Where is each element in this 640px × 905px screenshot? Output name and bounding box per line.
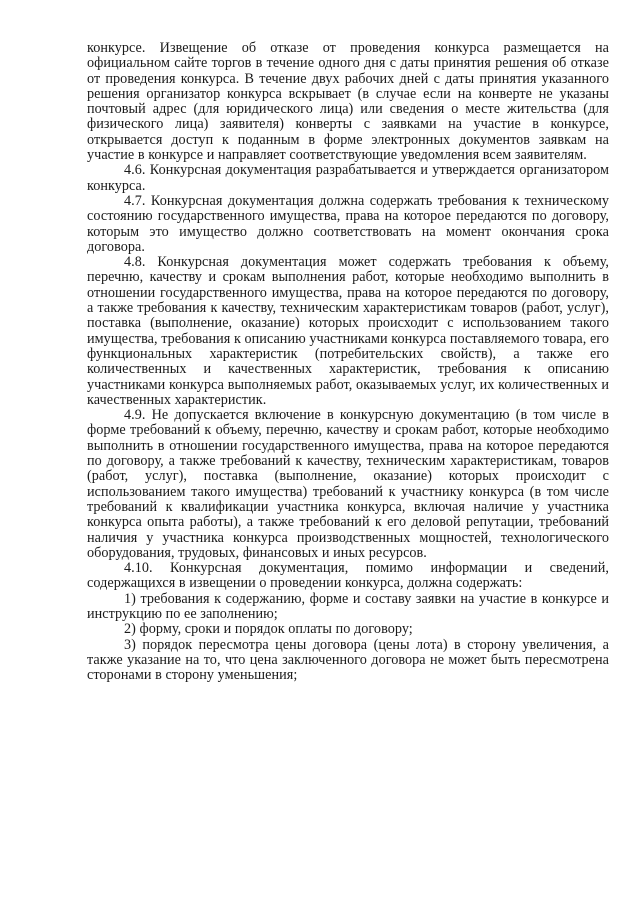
- paragraph-continuation: конкурсе. Извещение об отказе от проведения конкурса размещается на официальном сайте торгов в течение одного дня с даты принятия решения об отказе от проведения конкурса. В течение двух рабочих дней с даты принятия указанного решения организатор конкурса вскрывает (в случае если на конверте не указаны почтовый адрес (для юридического лица) или сведения о месте жительства (для физического лица) заявителя) конверты с заявками на участие в конкурсе, открывается доступ к поданным в форме электронных документов заявкам на участие в конкурсе и направляет соответствующие уведомления всем заявителям.: [87, 40, 609, 164]
- paragraph-4-6: 4.6. Конкурсная документация разрабатывается и утверждается организатором конкурса.: [87, 162, 609, 194]
- paragraph-4-8: 4.8. Конкурсная документация может содержать требования к объему, перечню, качеству и срокам выполнения работ, которые необходимо выполнить в отношении государственного имущества, права на которое передаются по договору, а также требования к качеству, техническим характеристикам товаров (работ, услуг), поставка (выполнение, оказание) которых происходит с использованием такого имущества, требования к описанию участниками конкурса поставляемого товара, его функциональных характеристик (потребительских свойств), а также его количественных и качественных характеристик, требования к описанию участниками конкурса выполняемых работ, оказываемых услуг, их количественных и качественных характеристик.: [87, 254, 609, 408]
- paragraph-4-10: 4.10. Конкурсная документация, помимо информации и сведений, содержащихся в извещении о проведении конкурса, должна содержать:: [87, 560, 609, 592]
- list-item-1: 1) требования к содержанию, форме и составу заявки на участие в конкурсе и инструкцию по ее заполнению;: [87, 590, 609, 622]
- list-item-2: 2) форму, сроки и порядок оплаты по договору;: [124, 621, 413, 638]
- list-item-3: 3) порядок пересмотра цены договора (цены лота) в сторону увеличения, а также указание на то, что цена заключенного договора не может быть пересмотрена сторонами в сторону уменьшения;: [87, 636, 609, 684]
- document-body: [87, 41, 609, 683]
- paragraph-4-7: 4.7. Конкурсная документация должна содержать требования к техническому состоянию государственного имущества, права на которое передаются по договору, которым это имущество должно соответствовать на момент окончания срока договора.: [87, 192, 609, 255]
- paragraph-4-9: 4.9. Не допускается включение в конкурсную документацию (в том числе в форме требований к объему, перечню, качеству и срокам работ, которые необходимо выполнить в отношении государственного имущества, права на которое передаются по договору, а также требований к качеству, техническим характеристикам, товаров (работ, услуг), поставка (выполнение, оказание) которых происходит с использованием такого имущества) требований к участнику конкурса (в том числе требований к квалификации участника конкурса, включая наличие у участника конкурса опыта работы), а также требований к его деловой репутации, требований наличия у участника конкурса производственных мощностей, технологического оборудования, трудовых, финансовых и иных ресурсов.: [87, 407, 609, 561]
